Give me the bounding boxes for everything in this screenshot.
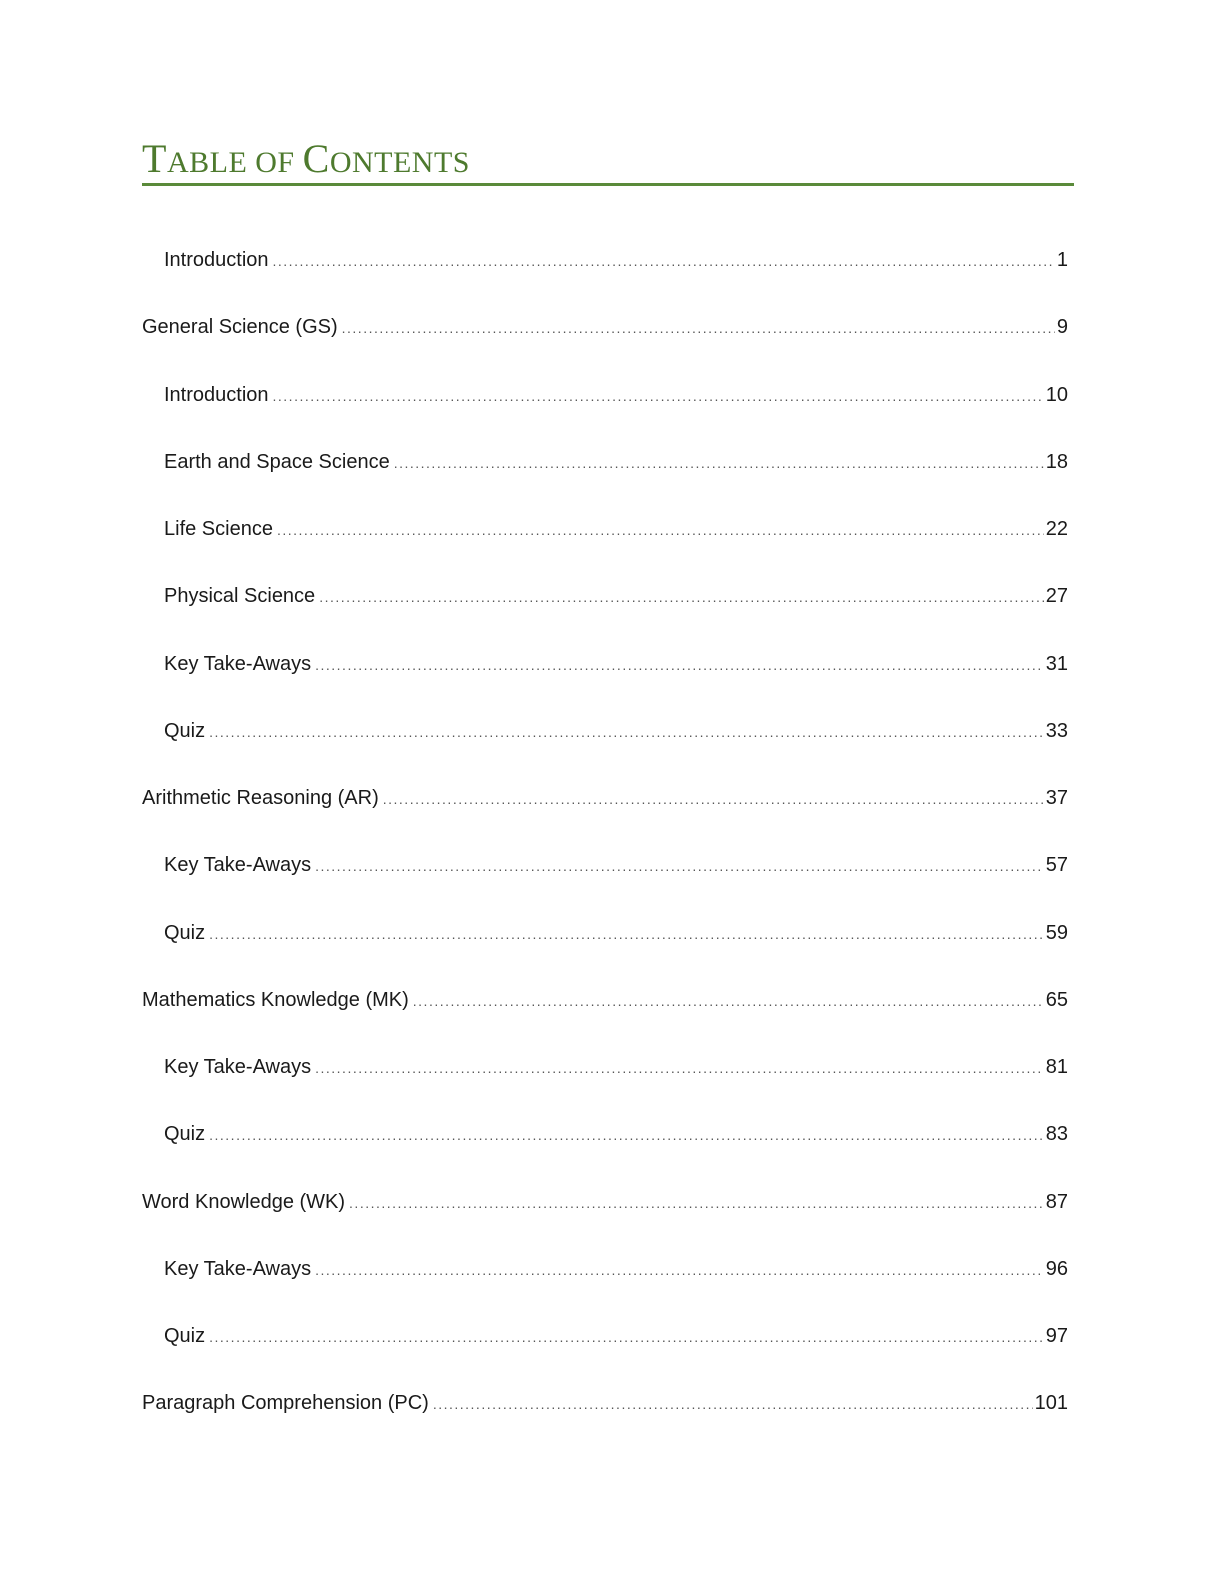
toc-entry-label: Introduction [164, 249, 269, 271]
toc-entry-label: Mathematics Knowledge (MK) [142, 988, 409, 1011]
toc-entry-label: Key Take-Aways [164, 1056, 312, 1078]
toc-entry[interactable] [142, 579, 1068, 646]
toc-entry[interactable] [142, 1319, 1068, 1386]
title-cap-2: C [302, 136, 330, 181]
toc-entry-label: General Science (GS) [142, 316, 338, 339]
toc-entry-page-number: 10 [1045, 383, 1068, 406]
toc-entry-label: Word Knowledge (WK) [142, 1190, 346, 1213]
title-rest-2: ONTENTS [329, 146, 470, 179]
toc-entry-page-number: 96 [1045, 1257, 1068, 1280]
toc-entry-page-number: 59 [1045, 921, 1068, 944]
toc-entry[interactable] [142, 983, 1068, 1050]
toc-entry-label: Quiz [164, 1325, 206, 1347]
toc-entry-label: Arithmetic Reasoning (AR) [142, 787, 379, 809]
toc-dot-leader [209, 1320, 1044, 1354]
toc-dot-leader [209, 917, 1044, 951]
toc-dot-leader [319, 580, 1044, 614]
toc-entry-page-number: 27 [1045, 585, 1068, 608]
toc-entry[interactable] [142, 1252, 1068, 1319]
toc-entry-page-number: 65 [1045, 988, 1068, 1011]
toc-dot-leader [383, 782, 1044, 816]
toc-entry-page-number: 9 [1056, 316, 1068, 339]
toc-entry-label: Key Take-Aways [164, 1257, 312, 1280]
toc-entry[interactable] [142, 1050, 1068, 1117]
toc-entry-page-number: 31 [1045, 652, 1068, 675]
toc-entry[interactable] [142, 1386, 1068, 1453]
toc-entry-page-number: 87 [1045, 1190, 1068, 1213]
toc-dot-leader [315, 648, 1044, 682]
toc-entry-page-number: 22 [1045, 518, 1068, 540]
toc-dot-leader [315, 1051, 1044, 1085]
toc-dot-leader [394, 446, 1044, 480]
toc-entry-page-number: 83 [1045, 1123, 1068, 1146]
title-rest-1: ABLE OF [166, 146, 303, 179]
title-cap-1: T [142, 136, 167, 181]
toc-entry-page-number: 33 [1045, 719, 1068, 742]
toc-entry-label: Key Take-Aways [164, 854, 312, 877]
toc-entry-label: Paragraph Comprehension (PC) [142, 1392, 429, 1415]
toc-entry-page-number: 81 [1045, 1056, 1068, 1078]
toc-entry-label: Quiz [164, 1123, 206, 1146]
toc-entry[interactable] [142, 647, 1068, 714]
toc-entry-label: Quiz [164, 719, 206, 742]
toc-dot-leader [209, 1118, 1044, 1152]
toc-heading [142, 136, 1074, 186]
toc-dot-leader [273, 244, 1055, 278]
toc-dot-leader [209, 715, 1044, 749]
toc-entry[interactable] [142, 243, 1068, 310]
toc-dot-leader [433, 1387, 1033, 1421]
toc-entry[interactable] [142, 445, 1068, 512]
toc-entry-page-number: 18 [1045, 450, 1068, 473]
toc-dot-leader [315, 1253, 1044, 1287]
toc-dot-leader [315, 849, 1044, 883]
toc-dot-leader [342, 311, 1055, 345]
toc-title [142, 136, 470, 183]
toc-entry-label: Life Science [164, 518, 273, 540]
toc-entry[interactable] [142, 781, 1068, 848]
toc-entry-label: Quiz [164, 921, 206, 944]
toc-entry[interactable] [142, 1117, 1068, 1184]
toc-entry-page-number: 37 [1045, 787, 1068, 809]
toc-entry-label: Key Take-Aways [164, 652, 312, 675]
toc-dot-leader [277, 513, 1044, 547]
toc-entry[interactable] [142, 1185, 1068, 1252]
toc-entry-page-number: 97 [1045, 1325, 1068, 1347]
toc-entry[interactable] [142, 714, 1068, 781]
toc-dot-leader [413, 984, 1044, 1018]
toc-dot-leader [349, 1186, 1044, 1220]
toc-entry-page-number: 101 [1034, 1392, 1068, 1415]
toc-entry-page-number: 57 [1045, 854, 1068, 877]
toc-entry-label: Earth and Space Science [164, 450, 390, 473]
toc-dot-leader [273, 379, 1044, 413]
toc-entry[interactable] [142, 848, 1068, 915]
toc-entry[interactable] [142, 512, 1068, 579]
toc-entry-page-number: 1 [1056, 249, 1068, 271]
toc-entry[interactable] [142, 310, 1068, 377]
toc-entry-label: Introduction [164, 383, 269, 406]
toc-entry[interactable] [142, 916, 1068, 983]
toc-entry[interactable] [142, 378, 1068, 445]
toc-list [142, 243, 1068, 1454]
toc-entry-label: Physical Science [164, 585, 316, 608]
